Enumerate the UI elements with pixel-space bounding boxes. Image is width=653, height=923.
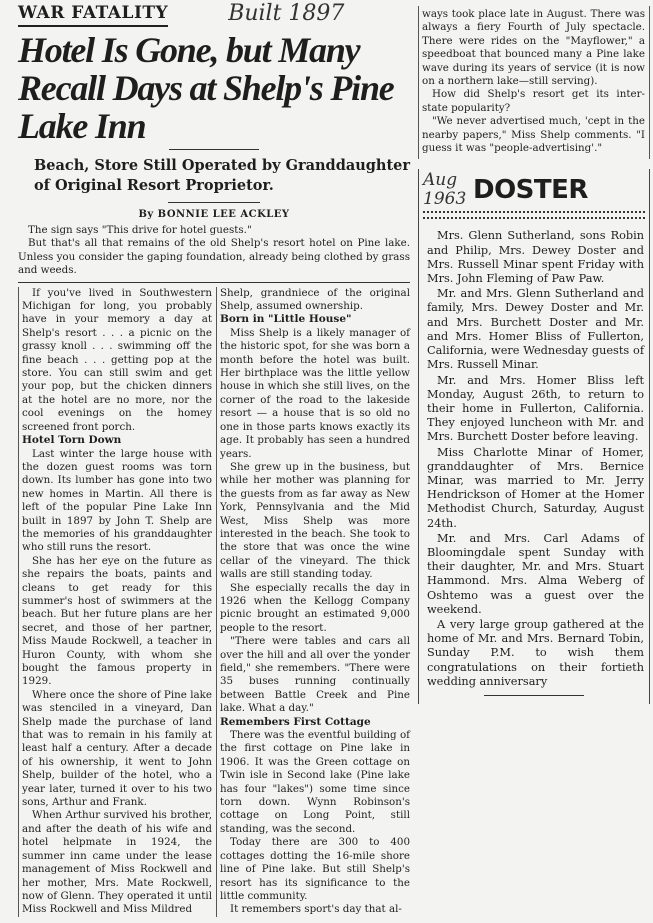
decorative-rule	[423, 211, 645, 219]
byline: By BONNIE LEE ACKLEY	[138, 209, 290, 220]
paragraph: Where once the shore of Pine lake was stenciled in a vineyard, Dan Shelp made the purchase of land that was to remain in his family at least half a century. After a decade of his ownership, it went to John Shelp, builder of the hotel, who a year later, turned it over to his two sons, Arthur and Frank.	[22, 688, 212, 809]
paragraph: Mrs. Glenn Sutherland, sons Robin and Philip, Mrs. Dewey Doster and Mrs. Russell Minar spent Friday with Mrs. John Fleming of Paw Paw.	[427, 229, 644, 286]
article	[18, 2, 410, 917]
paragraph: A very large group gathered at the home of Mr. and Mrs. Bernard Tobin, Sunday P.M. to wish them congratulations on their fortieth wedding anniversary	[427, 617, 644, 688]
headline: Hotel Is Gone, but Many Recall Days at Shelp's Pine Lake Inn	[18, 30, 394, 146]
deck: Beach, Store Still Operated by Granddaughter of Original Resort Proprietor.	[34, 157, 411, 194]
paragraph: "There were tables and cars all over the hill and all over the yonder field," she remembers. "There were 35 buses running continually between Battle Creek and Pine lake. What a day."	[220, 635, 410, 715]
paragraph: Mr. and Mrs. Homer Bliss left Monday, August 26th, to return to their home in Fullerton, California. They enjoyed luncheon with Mr. and Mrs. Burchett Doster before leaving.	[427, 373, 644, 444]
handwritten-note: Aug 1963	[423, 170, 467, 210]
paragraph: If you've lived in Southwestern Michigan for long, you probably have in your memory a day at Shelp's resort . . . a picnic on the grassy knoll . . . swimming off the fine beach . . . getting pop at the store. You can still swim and get your pop, but the chicken dinners at the hotel are no more, nor the cool evenings on the homey screened front porch.	[22, 286, 212, 433]
paragraph: The sign says "This drive for hotel guests."	[28, 224, 252, 236]
paragraph: How did Shelp's resort get its inter-state popularity?	[422, 88, 645, 114]
doster-column	[418, 169, 650, 704]
paragraph: Miss Charlotte Minar of Homer, granddaughter of Mrs. Bernice Minar, was married to Mr. Jerry Hendrickson of Homer at the Homer Methodist Church, Saturday, August 24th.	[427, 445, 644, 530]
article-columns	[18, 282, 410, 917]
doster-header	[419, 169, 649, 211]
doster-title: DOSTER	[473, 175, 588, 206]
paragraph: Mr. and Mrs. Glenn Sutherland and family, Mrs. Dewey Doster and Mr. and Mrs. Burchett Doster and Mr. and Mrs. Homer Bliss of Fullerton, California, were Wednesday guests of Mrs. Russell Minar.	[427, 287, 644, 372]
subheading: Remembers First Cottage	[220, 715, 371, 728]
right-side	[418, 2, 650, 704]
kicker: WAR FATALITY	[18, 2, 168, 27]
paragraph: ways took place late in August. There was always a fiery Fourth of July spectacle. There were rides on the "Mayflower," a speedboat that bounced many a Pine lake wave during its years of service (it is now on a northern lake—still serving).	[422, 8, 645, 88]
paragraph: Mr. and Mrs. Carl Adams of Bloomingdale spent Sunday with their daughter, Mr. and Mrs. Stuart Hammond. Mrs. Alma Weberg of Oshtemo was a guest over the weekend.	[427, 531, 644, 616]
article-intro	[18, 224, 410, 278]
paragraph: It remembers sport's day that al-	[230, 903, 402, 916]
paragraph: Today there are 300 to 400 cottages dotting the 16-mile shore line of Pine lake. But still Shelp's resort has its significance to the little community.	[220, 836, 410, 902]
doster-body	[419, 229, 649, 689]
paragraph: Last winter the large house with the dozen guest rooms was torn down. Its lumber has gone into two new homes in Martin. All there is left of the popular Pine Lake Inn built in 1897 by John T. Shelp are the memories of his granddaughter who still runs the resort.	[22, 447, 212, 554]
divider	[169, 149, 259, 150]
paragraph: There was the eventful building of the first cottage on Pine lake in 1906. It was the Green cottage on Twin isle in Second lake (Pine lake has four "lakes") some time since torn down. Wynn Robinson's cottage on Long Point, still standing, was the second.	[220, 729, 410, 835]
subheading: Hotel Torn Down	[22, 434, 122, 447]
end-rule	[484, 695, 584, 696]
paragraph: But that's all that remains of the old Shelp's resort hotel on Pine lake. Unless you consider the gaping foundation, already being clothed by grass and weeds.	[18, 237, 410, 277]
paragraph: "We never advertised much, 'cept in the nearby papers," Miss Shelp comments. "I guess it was "people-advertising'."	[422, 115, 645, 155]
paragraph: When Arthur survived his brother, and after the death of his wife and hotel helpmate in 1924, the summer inn came under the lease management of Miss Rockwell and her mother, Mrs. Mate Rockwell, now of Glenn. They operated it until Miss Rockwell and Miss Mildred	[22, 809, 212, 916]
handwritten-note: Built 1897	[228, 1, 345, 26]
paragraph: Shelp, grandniece of the original Shelp, assumed ownership.	[220, 286, 410, 313]
paragraph: She especially recalls the day in 1926 when the Kellogg Company picnic brought an estimated 9,000 people to the resort.	[220, 581, 410, 634]
paragraph: She has her eye on the future as she repairs the boats, paints and cleans to get ready for this summer's host of swimmers at the beach. But her future plans are her secret, and those of her partner, Miss Maude Rockwell, a teacher in Huron County, with whom she bought the famous property in 1929.	[22, 554, 212, 688]
subheading: Born in "Little House"	[220, 313, 352, 326]
paragraph: Miss Shelp is a likely manager of the historic spot, for she was born a month before the hotel was built. Her birthplace was the little yellow house in which she still lives, on the corner of the road to the lakeside resort — a house that is so old no one in those parts knows exactly its age. It probably has seen a hundred years.	[220, 326, 410, 460]
divider	[168, 202, 260, 203]
article-column-3	[418, 6, 650, 159]
article-column-2	[216, 287, 410, 917]
paragraph: She grew up in the business, but while her mother was planning for the guests from as far away as New York, Pennsylvania and the Mid West, Miss Shelp was more interested in the beach. She took to the store that was once the wine cellar of the vineyard. The thick walls are still standing today.	[220, 460, 410, 581]
article-column-1	[18, 287, 212, 917]
article-top	[18, 2, 410, 27]
